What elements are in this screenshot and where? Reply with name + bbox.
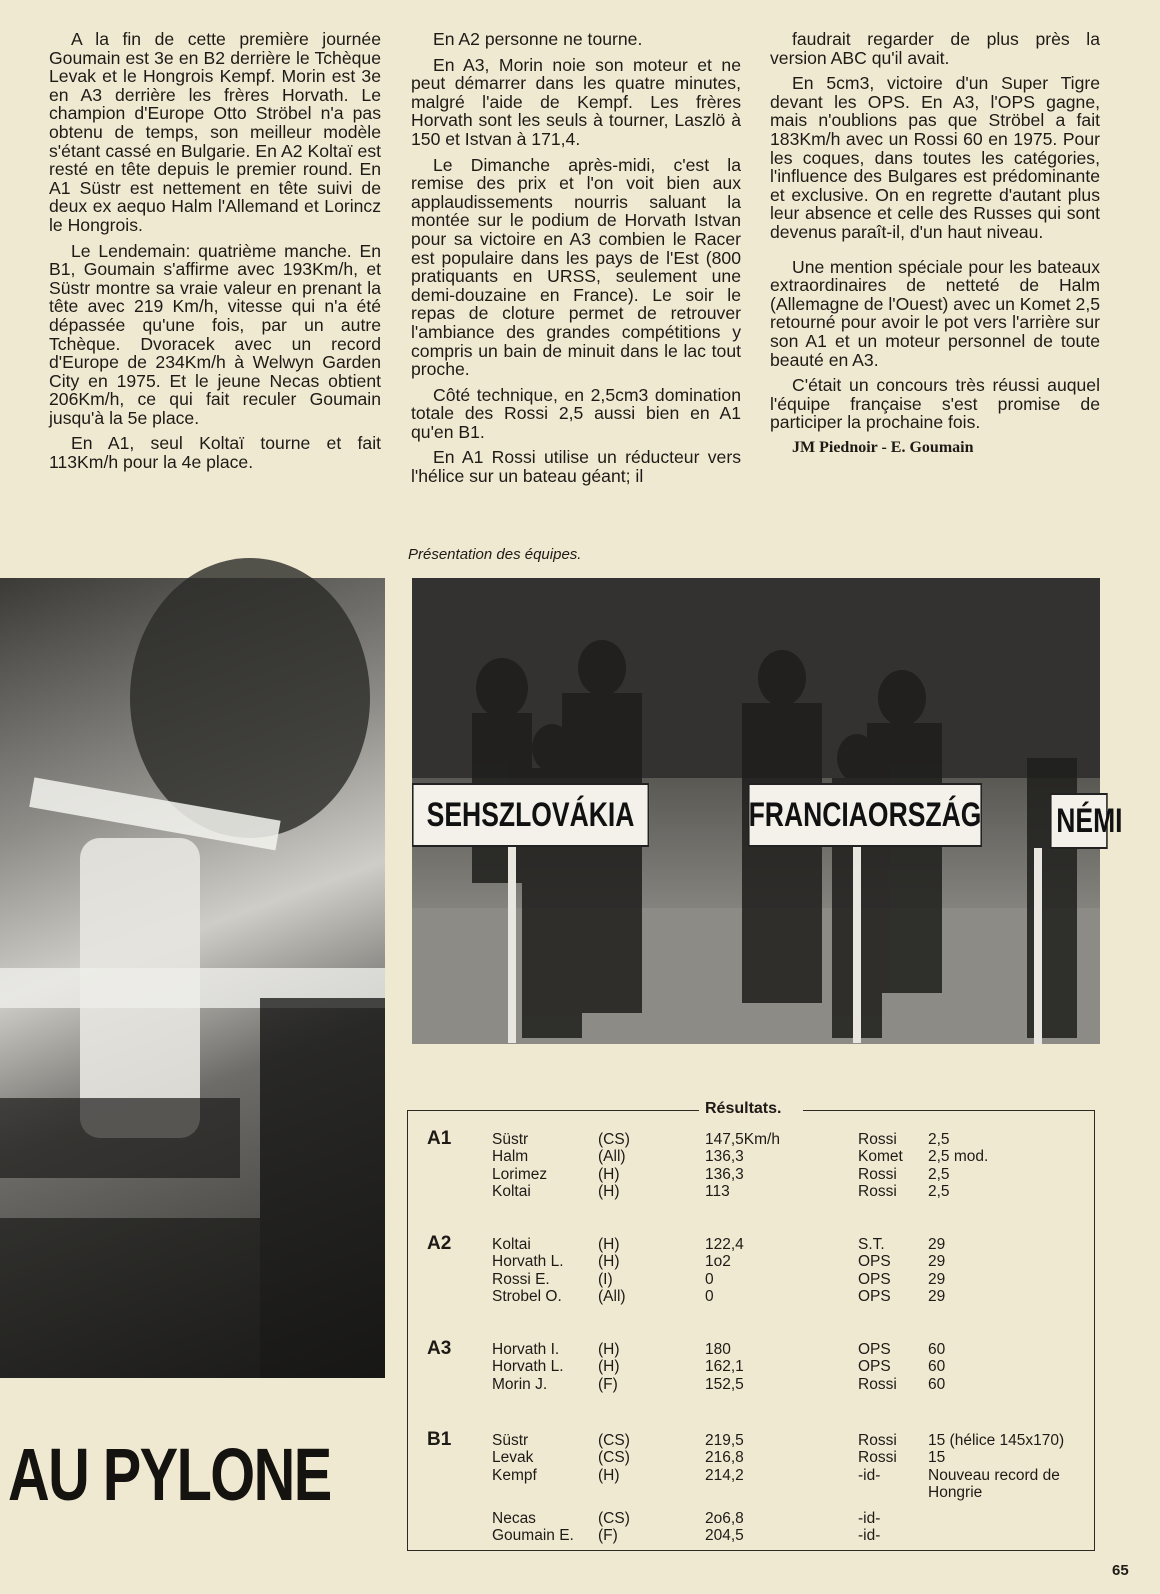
result-name: Lorimez xyxy=(492,1165,548,1183)
result-name: Levak xyxy=(492,1449,534,1467)
result-name: Necas xyxy=(492,1509,536,1527)
author-signature: JM Piednoir - E. Goumain xyxy=(792,438,974,456)
result-country: (H) xyxy=(598,1253,620,1271)
paragraph: Côté technique, en 2,5cm3 domination totale des Rossi 2,5 aussi bien en A1 qu'en B1. xyxy=(411,384,741,442)
result-engine: Rossi xyxy=(858,1131,897,1148)
results-row xyxy=(0,1449,1100,1466)
result-spec: 29 xyxy=(928,1253,946,1271)
result-country: (F) xyxy=(598,1375,618,1393)
result-name: Rossi E. xyxy=(492,1270,550,1288)
result-speed: 122,4 xyxy=(705,1236,744,1253)
result-country: (F) xyxy=(598,1527,618,1544)
team-sign-germany: NÉMI xyxy=(1050,793,1108,849)
result-spec: Nouveau record de xyxy=(928,1466,1060,1484)
result-speed: 147,5Km/h xyxy=(705,1131,780,1148)
results-row xyxy=(0,1183,1100,1200)
result-country: (All) xyxy=(598,1148,626,1166)
result-spec: 2,5 xyxy=(928,1131,950,1148)
results-row xyxy=(0,1358,1100,1375)
result-speed: 214,2 xyxy=(705,1466,744,1484)
results-group-label: A3 xyxy=(427,1338,452,1359)
article-column-2 xyxy=(411,30,741,493)
results-row xyxy=(0,1131,1100,1148)
result-name: Koltai xyxy=(492,1183,531,1201)
page-headline: AU PYLONE xyxy=(8,1433,331,1516)
result-engine: Rossi xyxy=(858,1432,897,1449)
results-row xyxy=(0,1484,1100,1501)
result-speed: 136,3 xyxy=(705,1148,744,1166)
paragraph: En 5cm3, victoire d'un Super Tigre devant les OPS. En A3, l'OPS gagne, mais n'oublions pas que Ströbel a fait 183Km/h avec un Rossi 60 en 1975. Pour les coques, dans toutes les catégories, l'influence des Bulgares est prédominante et exclusive. On en regrette d'autant plus leur absence et celle des Russes qui sont devenus paraît-il, d'un haut niveau. xyxy=(770,73,1100,242)
result-country: (CS) xyxy=(598,1131,630,1148)
result-engine: Rossi xyxy=(858,1165,897,1183)
results-row xyxy=(0,1341,1100,1358)
result-engine: -id- xyxy=(858,1509,881,1527)
team-sign-czechoslovakia: SEHSZLOVÁKIA xyxy=(412,783,649,847)
paragraph: En A3, Morin noie son moteur et ne peut démarrer dans les quatre minutes, malgré l'aide de Kempf. Les frères Horvath sont les seuls à tourner, Laszlö à 150 et Istvan à 171,4. xyxy=(411,54,741,149)
result-country: (H) xyxy=(598,1358,620,1376)
result-speed: 136,3 xyxy=(705,1165,744,1183)
result-country: (All) xyxy=(598,1288,626,1306)
result-speed: 113 xyxy=(705,1183,730,1201)
result-spec: 29 xyxy=(928,1270,946,1288)
result-country: (H) xyxy=(598,1165,620,1183)
result-speed: 0 xyxy=(705,1270,714,1288)
result-speed: 162,1 xyxy=(705,1358,744,1376)
result-engine: OPS xyxy=(858,1253,891,1271)
paragraph: Le Dimanche après-midi, c'est la remise des prix et l'on voit bien aux applaudissements nourris saluant la montée sur le podium de Horvath Istvan pour sa victoire en A3 combien le Racer est populaire dans les pays de l'Est (800 pratiquants en URSS, seulement une demi-douzaine en France). Le soir le repas de cloture permet de retrouver l'ambiance des grandes compétitions y compris un bain de minuit dans le lac tout proche. xyxy=(411,154,741,380)
result-speed: 2o6,8 xyxy=(705,1509,744,1527)
result-engine: OPS xyxy=(858,1358,891,1376)
result-spec: 2,5 xyxy=(928,1165,950,1183)
result-name: Goumain E. xyxy=(492,1527,574,1544)
results-row xyxy=(0,1148,1100,1165)
results-row xyxy=(0,1527,1100,1544)
page-number: 65 xyxy=(1112,1562,1129,1579)
result-speed: 219,5 xyxy=(705,1432,744,1449)
result-spec: 15 xyxy=(928,1449,946,1467)
result-country: (H) xyxy=(598,1466,620,1484)
results-row xyxy=(0,1288,1100,1305)
team-sign-france: FRANCIAORSZÁG xyxy=(748,783,982,847)
paragraph: En A2 personne ne tourne. xyxy=(433,29,643,49)
paragraph: C'était un concours très réussi auquel l'équipe française s'est promise de participer la prochaine fois. xyxy=(770,375,1100,433)
results-row xyxy=(0,1510,1100,1527)
results-row xyxy=(0,1236,1100,1253)
results-row xyxy=(0,1253,1100,1270)
result-engine: OPS xyxy=(858,1270,891,1288)
paragraph: Le Lendemain: quatrième manche. En B1, Goumain s'affirme avec 193Km/h, et Süstr montre sa vraie valeur en prenant la tête avec 219 Km/h, vitesse qui n'a été dépassée qu'une fois, par un autre Tchèque. Dvoracek avec un record d'Europe de 234Km/h à Welwyn Garden City en 1975. Et le jeune Necas obtient 206Km/h, ce qui fait reculer Goumain jusqu'à la 5e place. xyxy=(49,240,381,428)
paragraph: En A1 Rossi utilise un réducteur vers l'hélice sur un bateau géant; il xyxy=(411,447,741,487)
result-name: Horvath L. xyxy=(492,1358,564,1376)
result-engine: OPS xyxy=(858,1288,891,1306)
result-speed: 180 xyxy=(705,1341,731,1358)
result-engine: -id- xyxy=(858,1466,881,1484)
result-speed: 204,5 xyxy=(705,1527,744,1544)
result-speed: 0 xyxy=(705,1288,714,1306)
result-engine: -id- xyxy=(858,1527,881,1544)
result-spec: 15 (hélice 145x170) xyxy=(928,1432,1065,1449)
result-spec: 2,5 xyxy=(928,1183,950,1201)
result-name: Morin J. xyxy=(492,1375,548,1393)
result-engine: OPS xyxy=(858,1341,891,1358)
results-group-label: A1 xyxy=(427,1128,452,1149)
paragraph: Une mention spéciale pour les bateaux extraordinaires de netteté de Halm (Allemagne de l'Ouest) avec un Komet 2,5 retourné pour avoir le pot vers l'arrière sur son A1 et un moteur personnel de toute beauté en A3. xyxy=(770,256,1100,370)
result-spec: Hongrie xyxy=(928,1484,983,1502)
result-name: Horvath I. xyxy=(492,1341,560,1358)
result-name: Koltai xyxy=(492,1236,531,1253)
result-name: Süstr xyxy=(492,1131,529,1148)
paragraph: faudrait regarder de plus près la version ABC qu'il avait. xyxy=(770,29,1100,68)
result-speed: 152,5 xyxy=(705,1375,744,1393)
results-row xyxy=(0,1467,1100,1484)
results-group-label: B1 xyxy=(427,1429,452,1450)
results-row xyxy=(0,1271,1100,1288)
result-spec: 60 xyxy=(928,1358,946,1376)
results-row xyxy=(0,1432,1100,1449)
results-group-label: A2 xyxy=(427,1233,452,1254)
result-country: (CS) xyxy=(598,1509,630,1527)
result-engine: Komet xyxy=(858,1148,903,1166)
result-name: Kempf xyxy=(492,1466,537,1484)
article-column-3 xyxy=(770,30,1100,464)
result-spec: 2,5 mod. xyxy=(928,1148,989,1166)
result-country: (CS) xyxy=(598,1432,630,1449)
result-engine: S.T. xyxy=(858,1236,885,1253)
result-spec: 29 xyxy=(928,1288,946,1306)
photo-caption: Présentation des équipes. xyxy=(408,546,582,563)
result-country: (CS) xyxy=(598,1449,630,1467)
results-row xyxy=(0,1166,1100,1183)
result-engine: Rossi xyxy=(858,1183,897,1201)
result-engine: Rossi xyxy=(858,1375,897,1393)
results-row xyxy=(0,1376,1100,1393)
result-name: Halm xyxy=(492,1148,529,1166)
results-title: Résultats. xyxy=(705,1100,782,1117)
result-speed: 1o2 xyxy=(705,1253,731,1271)
result-country: (H) xyxy=(598,1183,620,1201)
result-country: (H) xyxy=(598,1236,620,1253)
result-country: (I) xyxy=(598,1270,613,1288)
result-speed: 216,8 xyxy=(705,1449,744,1467)
result-country: (H) xyxy=(598,1341,620,1358)
result-spec: 29 xyxy=(928,1236,946,1253)
result-name: Süstr xyxy=(492,1432,529,1449)
article-column-1 xyxy=(49,30,381,479)
team-presentation-photo xyxy=(412,578,1123,1044)
result-engine: Rossi xyxy=(858,1449,897,1467)
result-spec: 60 xyxy=(928,1341,946,1358)
paragraph: En A1, seul Koltaï tourne et fait 113Km/h pour la 4e place. xyxy=(49,433,381,473)
paragraph: A la fin de cette première journée Goumain est 3e en B2 derrière le Tchèque Levak et le Hongrois Kempf. Morin est 3e en A3 derrière les frères Horvath. Le champion d'Europe Otto Ströbel n'a pas obtenu de temps, son meilleur modèle s'étant cassé en Bulgarie. En A2 Koltaï est resté en tête depuis le premier round. En A1 Süstr est nettement en tête suivi de deux ex aequo Halm l'Allemand et Lorincz le Hongrois. xyxy=(49,29,381,235)
result-spec: 60 xyxy=(928,1375,946,1393)
result-name: Horvath L. xyxy=(492,1253,564,1271)
result-name: Strobel O. xyxy=(492,1288,562,1306)
